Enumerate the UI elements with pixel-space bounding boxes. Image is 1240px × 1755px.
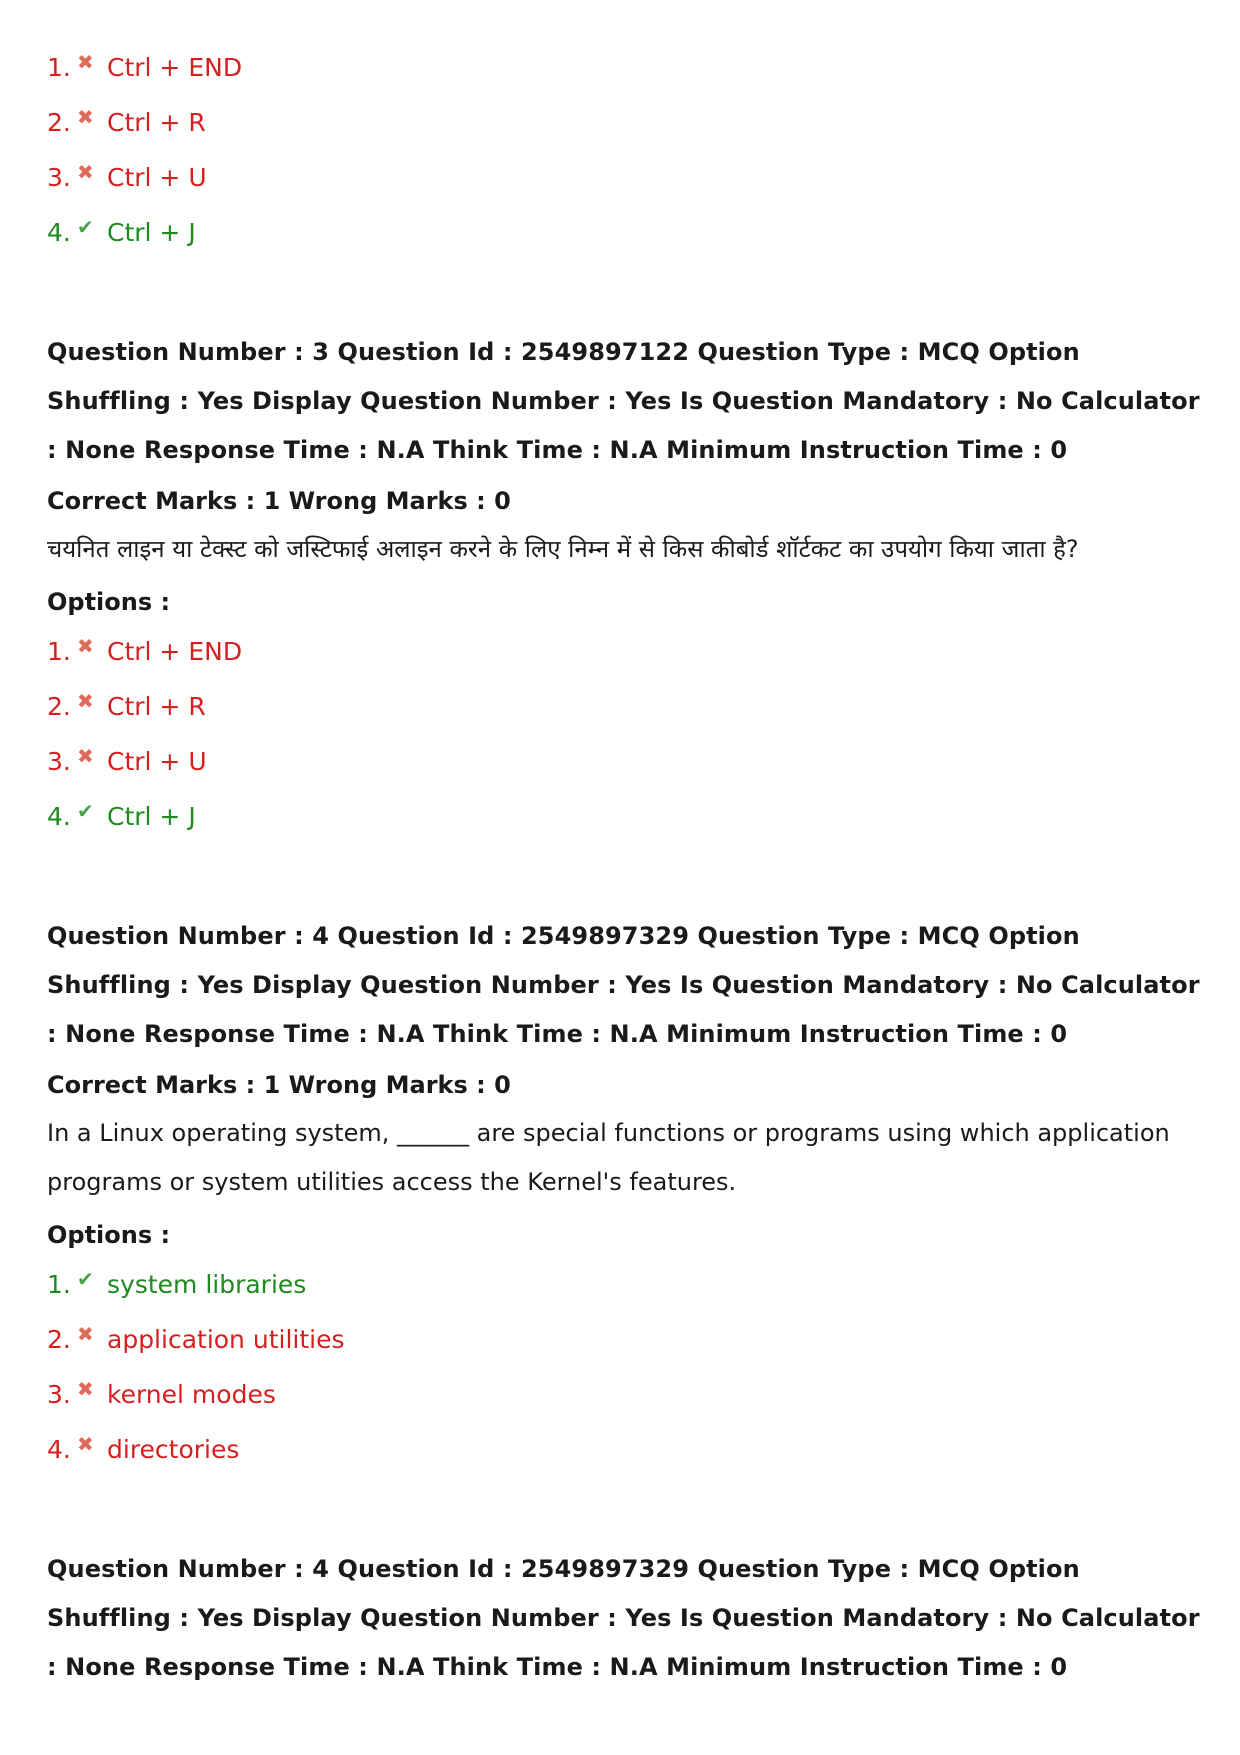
option-text: directories — [107, 1435, 240, 1464]
cross-icon: ✖ — [77, 633, 94, 658]
option-text: Ctrl + END — [107, 53, 243, 82]
cross-icon: ✖ — [77, 49, 94, 74]
option-item — [47, 624, 1207, 679]
question-meta: Question Number : 4 Question Id : 2549897329 Question Type : MCQ Option Shuffling : Yes Display Question Number : Yes Is Question Mandatory : No Calculator : None Response Time : N.A Think Time : N.A Minimum Instruction Time : 0 — [47, 1555, 1200, 1681]
option-text: Ctrl + R — [107, 692, 206, 721]
question-marks: Correct Marks : 1 Wrong Marks : 0 — [47, 1071, 511, 1099]
option-item — [47, 1257, 1207, 1312]
check-icon: ✔ — [77, 798, 94, 823]
option-text: system libraries — [107, 1270, 307, 1299]
question-block-3 — [47, 328, 1207, 844]
option-item — [47, 1312, 1207, 1367]
cross-icon: ✖ — [77, 159, 94, 184]
option-number: 3. — [47, 1380, 71, 1409]
option-text: Ctrl + R — [107, 108, 206, 137]
options-list — [47, 1257, 1207, 1477]
option-number: 1. — [47, 1270, 71, 1299]
question-text: चयनित लाइन या टेक्स्ट को जस्टिफाई अलाइन करने के लिए निम्न में से किस कीबोर्ड शॉर्टकट का उपयोग किया जाता है? — [47, 535, 1079, 563]
question-block-4 — [47, 912, 1207, 1477]
option-item — [47, 789, 1207, 844]
option-number: 4. — [47, 802, 71, 831]
option-number: 2. — [47, 108, 71, 137]
option-item — [47, 1367, 1207, 1422]
option-item — [47, 205, 1207, 260]
option-text: Ctrl + U — [107, 163, 207, 192]
option-item — [47, 734, 1207, 789]
option-text: Ctrl + END — [107, 637, 243, 666]
option-number: 2. — [47, 692, 71, 721]
option-item — [47, 679, 1207, 734]
option-text: kernel modes — [107, 1380, 276, 1409]
question-meta: Question Number : 3 Question Id : 2549897122 Question Type : MCQ Option Shuffling : Yes Display Question Number : Yes Is Question Mandatory : No Calculator : None Response Time : N.A Think Time : N.A Minimum Instruction Time : 0 — [47, 338, 1200, 464]
document-page — [47, 40, 1207, 1692]
option-text: Ctrl + J — [107, 218, 196, 247]
option-text: application utilities — [107, 1325, 345, 1354]
cross-icon: ✖ — [77, 688, 94, 713]
option-number: 3. — [47, 163, 71, 192]
cross-icon: ✖ — [77, 743, 94, 768]
option-number: 3. — [47, 747, 71, 776]
option-number: 1. — [47, 637, 71, 666]
check-icon: ✔ — [77, 214, 94, 239]
question-marks: Correct Marks : 1 Wrong Marks : 0 — [47, 487, 511, 515]
option-number: 2. — [47, 1325, 71, 1354]
option-text: Ctrl + U — [107, 747, 207, 776]
check-icon: ✔ — [77, 1266, 94, 1291]
option-number: 1. — [47, 53, 71, 82]
cross-icon: ✖ — [77, 104, 94, 129]
cross-icon: ✖ — [77, 1431, 94, 1456]
question-meta: Question Number : 4 Question Id : 2549897329 Question Type : MCQ Option Shuffling : Yes Display Question Number : Yes Is Question Mandatory : No Calculator : None Response Time : N.A Think Time : N.A Minimum Instruction Time : 0 — [47, 922, 1200, 1048]
option-item — [47, 40, 1207, 95]
cross-icon: ✖ — [77, 1321, 94, 1346]
option-number: 4. — [47, 218, 71, 247]
option-number: 4. — [47, 1435, 71, 1464]
options-label: Options : — [47, 588, 171, 616]
cross-icon: ✖ — [77, 1376, 94, 1401]
top-options-list — [47, 40, 1207, 260]
option-item — [47, 150, 1207, 205]
option-item — [47, 1422, 1207, 1477]
option-text: Ctrl + J — [107, 802, 196, 831]
options-label: Options : — [47, 1221, 171, 1249]
question-block-4-repeat — [47, 1545, 1207, 1692]
question-text: In a Linux operating system, ______ are special functions or programs using which application programs or system utilities access the Kernel's features. — [47, 1119, 1170, 1196]
options-list — [47, 624, 1207, 844]
option-item — [47, 95, 1207, 150]
